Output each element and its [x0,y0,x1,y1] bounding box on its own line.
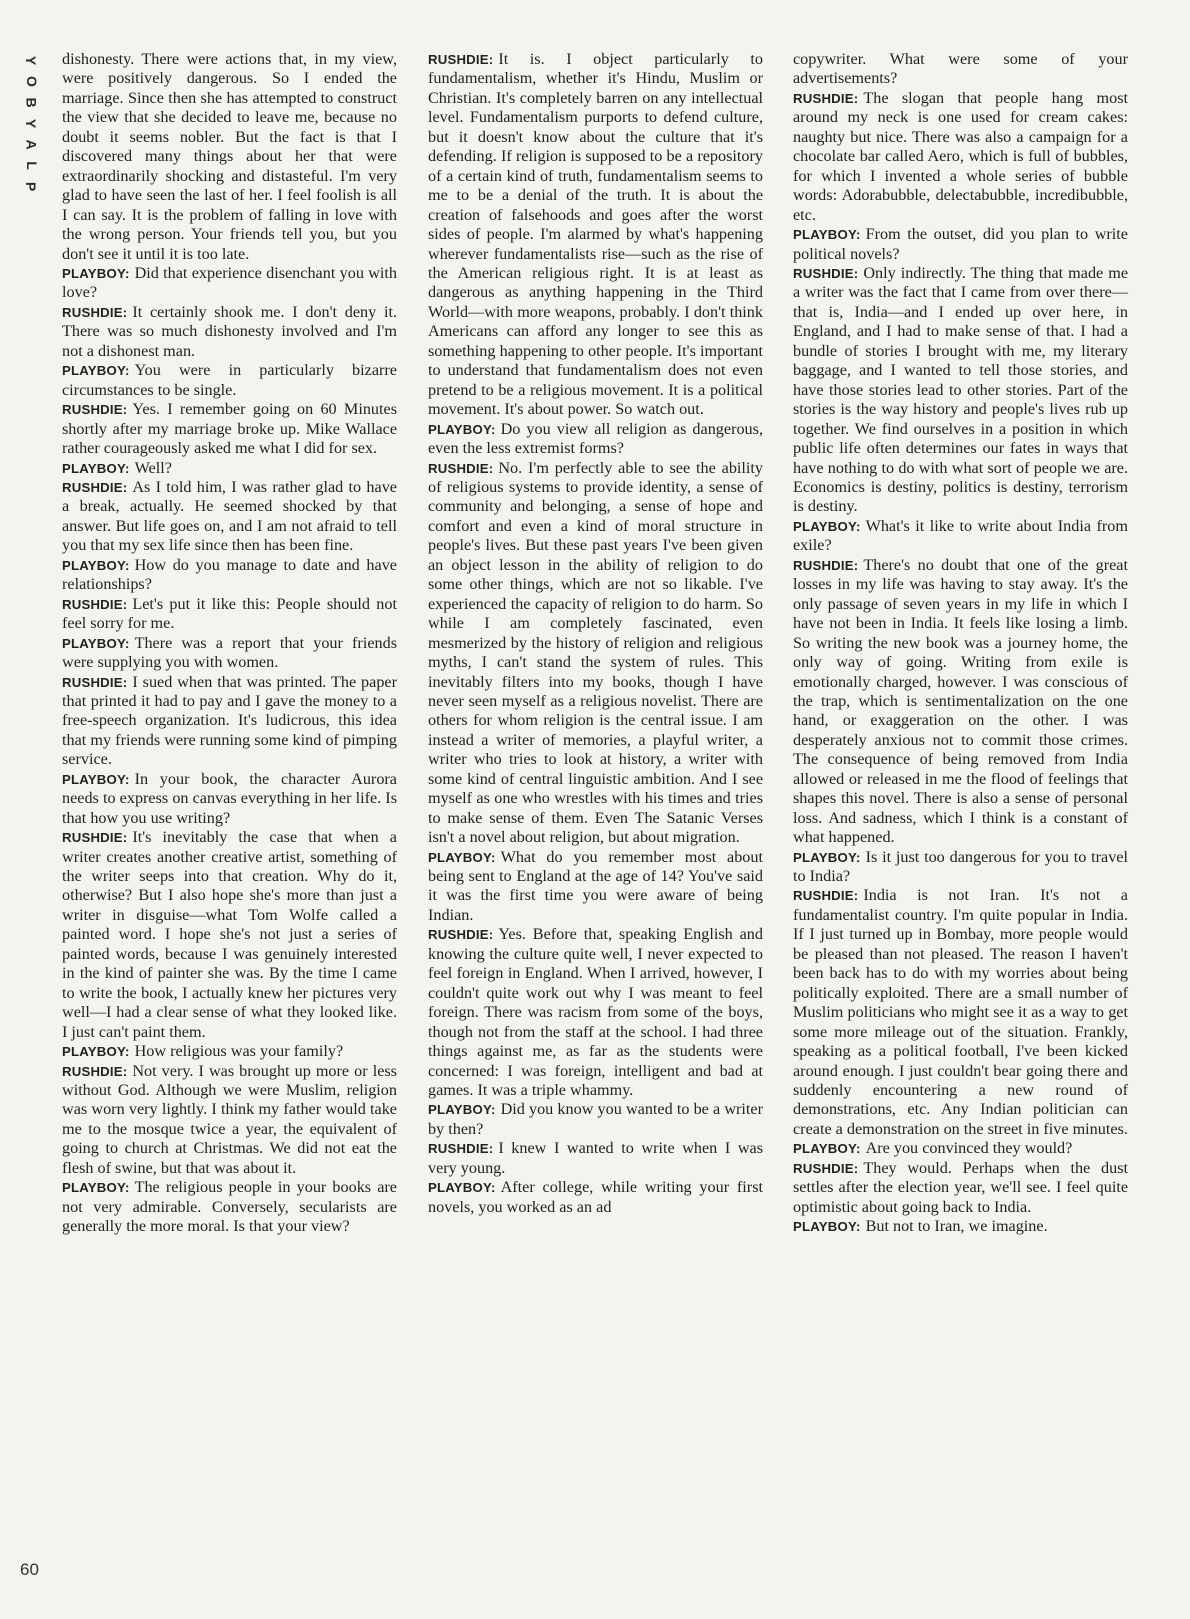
speaker-label: RUSHDIE: [793,90,859,106]
interview-paragraph [62,264,397,303]
paragraph-text: Did you know you wanted to be a writer by then? [428,1100,763,1138]
speaker-label: PLAYBOY: [793,227,861,243]
speaker-label: PLAYBOY: [793,849,861,865]
interview-paragraph [793,225,1128,264]
paragraph-text: But not to Iran, we imagine. [865,1217,1048,1236]
paragraph-text: There was a report that your friends were supplying you with women. [62,633,397,672]
paragraph-text: I sued when that was printed. The paper that printed it had to pay and I gave the money to a free-speech organization. It's ludicrous, this idea that my friends were running some kind of pimping service. [62,672,397,769]
interview-paragraph [62,478,397,556]
interview-paragraph [793,264,1128,517]
speaker-label: PLAYBOY: [62,1180,130,1196]
logo-letter: A [23,139,40,150]
interview-paragraph [62,673,397,770]
logo-letter: P [23,181,40,192]
paragraph-text: No. I'm perfectly able to see the ability of religious systems to provide identity, a sense of community and belonging, a sense of hope and comfort and even a kind of moral structure in people's lives. But these past years I've been given an object lesson in the ability of religion to do some other things, which are not so likable. I've experienced the capacity of religion to do harm. So while I am completely fascinated, even mesmerized by the history of religion and religious myths, I can't stand the system of rules. This inevitably filters into my books, though I have never seen myself as a religious novelist. There are others for whom religion is the central issue. I am instead a writer of memories, a playful writer, a writer who tries to look at history, a writer with some kind of central linguistic ambition. And I see myself as one who wrestles with his times and tries to make sense of them. Even The Satanic Verses isn't a novel about religion, but about migration. [428,458,763,847]
interview-paragraph [62,1178,397,1236]
page-number: 60 [20,1560,39,1579]
speaker-label: RUSHDIE: [793,888,859,904]
paragraph-text: India is not Iran. It's not a fundamentalist country. I'm quite popular in India. If I just turned up in Bombay, more people would be pleased than not pleased. The reason I haven't been back has to do with my worries about being politically exploited. There are a small number of Muslim politicians who might see it as a way to get some more mileage out of the situation. Frankly, speaking as a political football, I've been kicked around enough. I just couldn't bear going there and suddenly encountering a new round of demonstrations, etc. Any Indian politician can create a demonstration on the street in five minutes. [793,886,1128,1138]
paragraph-text: Yes. Before that, speaking English and knowing the culture quite well, I never expected to feel foreign in England. When I arrived, however, I couldn't quite work out why I was meant to feel foreign. There was racism from some of the boys, though not from the staff at the school. I had three things against me, as far as the students were concerned: I was foreign, intelligent and bad at games. It was a triple whammy. [428,925,763,1100]
paragraph-text: The slogan that people hang most around my neck is one used for cream cakes: naughty but nice. There was also a campaign for a chocolate bar called Aero, which is full of bubbles, for which I invented a whole series of bubble words: Adorabubble, delectabubble, incredibubble, etc. [793,88,1128,224]
interview-paragraph [428,925,763,1100]
text-column-3 [793,50,1128,1237]
paragraph-text: You were in particularly bizarre circumstances to be single. [62,361,397,399]
paragraph-text: copywriter. What were some of your advertisements? [793,50,1128,88]
paragraph-text: The religious people in your books are not very admirable. Conversely, secularists are generally the more moral. Is that your view? [62,1178,397,1236]
speaker-label: PLAYBOY: [62,265,130,281]
speaker-label: RUSHDIE: [62,304,128,320]
speaker-label: RUSHDIE: [62,402,128,418]
paragraph-text: Do you view all religion as dangerous, even the less extremist forms? [428,419,763,458]
interview-paragraph [62,50,397,264]
speaker-label: RUSHDIE: [62,596,128,612]
speaker-label: RUSHDIE: [428,460,494,476]
paragraph-text: What's it like to write about India from exile? [793,516,1128,555]
speaker-label: PLAYBOY: [62,460,130,476]
speaker-label: RUSHDIE: [62,479,128,495]
interview-paragraph [62,556,397,595]
paragraph-text: Did that experience disenchant you with love? [62,263,397,302]
paragraph-text: Well? [134,458,172,477]
interview-paragraph [62,400,397,458]
speaker-label: PLAYBOY: [428,1180,496,1196]
paragraph-text: Let's put it like this: People should not feel sorry for me. [62,594,397,633]
interview-paragraph [62,634,397,673]
paragraph-text: Are you convinced they would? [865,1139,1073,1158]
interview-paragraph [793,50,1128,89]
interview-paragraph [62,459,397,478]
speaker-label: PLAYBOY: [428,1102,496,1118]
paragraph-text: As I told him, I was rather glad to have a break, actually. He seemed shocked by that answer. But life goes on, and I am not afraid to tell you that my sex life since then has been fine. [62,477,397,555]
speaker-label: PLAYBOY: [793,1219,861,1235]
speaker-label: RUSHDIE: [793,265,859,281]
interview-paragraph [793,89,1128,225]
magazine-logo-vertical [20,50,42,197]
speaker-label: RUSHDIE: [62,674,128,690]
logo-letter: L [23,161,40,170]
logo-letter: Y [23,118,40,129]
speaker-label: RUSHDIE: [62,1063,128,1079]
paragraph-text: I knew I wanted to write when I was very young. [428,1139,763,1177]
paragraph-text: It is. I object particularly to fundamentalism, whether it's Hindu, Muslim or Christian. It's completely barren on any intellectual level. Fundamentalism purports to defend culture, but it doesn't know about the culture that it's defending. If religion is supposed to be a repository of a certain kind of truth, fundamentalism seems to me to be a denial of the truth. It is about the creation of falsehoods and goes after the worst sides of people. I'm alarmed by what's happening wherever fundamentalists rise—such as the rise of the American religious right. It is at least as dangerous as anything happening in the Third World—with more weapons, probably. I don't think Americans can afford any longer to see this as something happening to other people. It's important to understand that fundamentalism does not even pretend to be a religious movement. It is a political movement. It's about power. So watch out. [428,50,763,419]
speaker-label: PLAYBOY: [793,518,861,534]
paragraph-text: Is it just too dangerous for you to travel to India? [793,847,1128,886]
speaker-label: PLAYBOY: [428,849,496,865]
speaker-label: RUSHDIE: [428,1141,494,1157]
interview-paragraph [62,828,397,1042]
interview-paragraph [793,848,1128,887]
interview-paragraph [793,1139,1128,1158]
interview-paragraph [428,50,763,420]
speaker-label: PLAYBOY: [62,557,130,573]
speaker-label: PLAYBOY: [62,771,130,787]
interview-paragraph [793,556,1128,848]
speaker-label: PLAYBOY: [62,1044,130,1060]
speaker-label: RUSHDIE: [793,557,859,573]
interview-paragraph [428,459,763,848]
speaker-label: RUSHDIE: [428,927,494,943]
paragraph-text: They would. Perhaps when the dust settles after the election year, we'll see. I feel quite optimistic about going back to India. [793,1158,1128,1216]
paragraph-text: Not very. I was brought up more or less without God. Although we were Muslim, religion was worn very lightly. I think my father would take me to the mosque twice a year, the equivalent of going to church at Christmas. We did not eat the flesh of swine, but that was about it. [62,1061,397,1177]
logo-letter: Y [23,55,40,66]
interview-paragraph [62,303,397,361]
interview-paragraph [428,1178,763,1217]
paragraph-text: dishonesty. There were actions that, in my view, were positively dangerous. So I ended the marriage. Since then she has attempted to construct the view that she decided to leave me, because no doubt it seems nobler. But the fact is that I discovered many things about her that were extraordinarily shocking and distasteful. I'm very glad to have seen the last of her. I feel foolish is all I can say. It is the problem of falling in love with the wrong person. Your friends tell you, but you don't see it until it is too late. [62,50,397,263]
speaker-label: RUSHDIE: [62,830,128,846]
interview-paragraph [428,1139,763,1178]
interview-paragraph [428,1100,763,1139]
interview-paragraph [793,1159,1128,1217]
paragraph-text: It's inevitably the case that when a writer creates another creative artist, something of the writer seeps into that creation. Why do it, otherwise? But I also hope she's more than just a writer in disguise—what Tom Wolfe called a painted word. I hope she's not just a series of painted words, because I was genuinely interested in the kind of painter she was. By the time I came to write the book, I actually knew her pictures very well—I had a clear sense of what they looked like. I just can't paint them. [62,828,397,1041]
paragraph-text: Yes. I remember going on 60 Minutes shortly after my marriage broke up. Mike Wallace rather courageously asked me what I did for sex. [62,400,397,458]
interview-paragraph [793,1217,1128,1236]
speaker-label: PLAYBOY: [62,635,130,651]
interview-paragraph [62,770,397,828]
interview-paragraph [62,1042,397,1061]
paragraph-text: What do you remember most about being sent to England at the age of 14? You've said it was the first time you were aware of being Indian. [428,847,763,924]
interview-paragraph [428,420,763,459]
interview-paragraph [793,886,1128,1139]
paragraph-text: Only indirectly. The thing that made me a writer was the fact that I came from over there—that is, India—and I ended up over here, in England, and I had to make sense of that. I had a bundle of stories I brought with me, my literary baggage, and I wanted to tell those stories, and have those stories lead to other stories. Part of the stories is the way history and people's lives rub up together. We find ourselves in a position in which public life often determines our fates in ways that have nothing to do with what sort of people we are. Economics is destiny, politics is destiny, terrorism is destiny. [793,263,1128,516]
text-column-2 [428,50,763,1217]
paragraph-text: In your book, the character Aurora needs to express on canvas everything in her life. Is that how you use writing? [62,769,397,827]
paragraph-text: How do you manage to date and have relationships? [62,555,397,594]
paragraph-text: It certainly shook me. I don't deny it. There was so much dishonesty involved and I'm not a dishonest man. [62,302,397,360]
paragraph-text: There's no doubt that one of the great losses in my life was having to stay away. It's the only passage of seven years in my life in which I have not been in India. It feels like losing a limb. So writing the new book was a journey home, the only way of going. Writing from exile is emotionally charged, however. I was conscious of the trap, which is sentimentalization on the one hand, or exaggeration on the other. I was desperately anxious not to commit those crimes. The consequence of being removed from India allowed or released in me the flood of feelings that shapes this novel. There is also a sense of personal loss. And sadness, which I think is a constant of what happened. [793,555,1128,847]
speaker-label: PLAYBOY: [793,1141,861,1157]
paragraph-text: How religious was your family? [134,1042,344,1061]
interview-paragraph [428,848,763,926]
speaker-label: PLAYBOY: [62,363,130,379]
speaker-label: RUSHDIE: [793,1160,859,1176]
interview-paragraph [62,595,397,634]
paragraph-text: After college, while writing your first novels, you worked as an ad [428,1178,763,1216]
paragraph-text: From the outset, did you plan to write political novels? [793,225,1128,263]
text-column-1 [62,50,397,1237]
logo-letter: B [23,97,40,108]
speaker-label: RUSHDIE: [428,52,494,67]
speaker-label: PLAYBOY: [428,421,496,437]
interview-paragraph [62,361,397,400]
interview-paragraph [793,517,1128,556]
logo-letter: O [23,76,40,87]
interview-paragraph [62,1062,397,1179]
